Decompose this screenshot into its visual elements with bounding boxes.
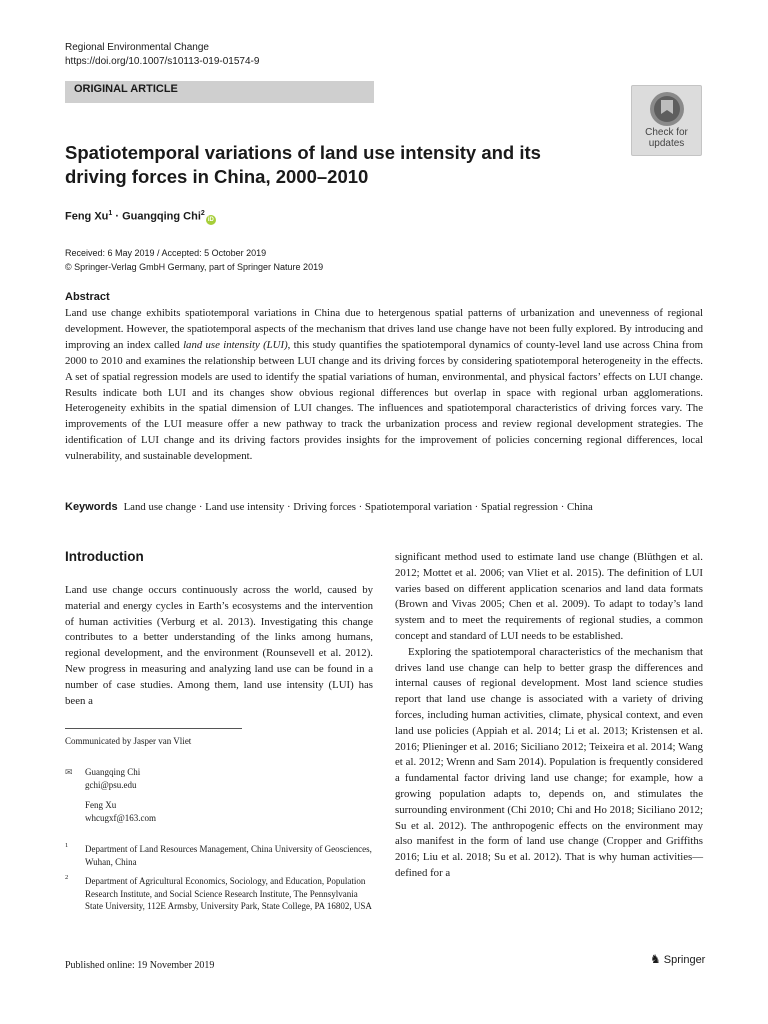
correspondence-block [65,766,156,825]
check-for-updates-button[interactable] [631,85,702,156]
abstract-text-part: , this study quantifies the spatiotemporal dynamics of county-level land use across China from 2000 to 2010 and examines the relationship between LUI change and its driving forces by considering spatiotemporal heterogeneity in the effects. A set of spatial regression models are used to identify the spatial variations of human, environmental, and physical factors’ effects on LUI change. Results indicate both LUI and its changes show obvious regional differences but overlap in space with regional urban agglomerations. Heterogeneity exhibits in the spatial dimension of LUI changes. The influences and spatiotemporal characteristics of driving forces vary. The improvements of the LUI measure offer a new pathway to track the urbanization process and review regional development strategies. The identification of LUI change and its driving factors provides insights for the improvement of policies concerning regional differences, local vulnerability, and sustainable development. [65,338,704,463]
contact-name: Feng Xu [85,800,117,810]
introduction-paragraph: significant method used to estimate land use change (Blüthgen et al. 2012; Mottet et al. 2006; van Vliet et al. 2015). The definition of LUI varies based on different application scenarios and land data formats (Brown and Vivas 2005; Chen et al. 2009). To adapt to today’s land system and to meet the requirements of regional studies, a common concept and standard of LUI needs to be established. [395,551,703,642]
affiliation-2 [65,875,375,913]
journal-name: Regional Environmental Change [65,42,209,53]
article-type-label: ORIGINAL ARTICLE [65,81,374,103]
author-link[interactable]: Guangqing Chi [122,210,201,223]
contact-name: Guangqing Chi [85,767,141,777]
check-updates-icon [649,91,685,127]
check-updates-line1: Check for [645,127,688,138]
author-list [65,207,216,225]
springer-horse-icon: ♞ [650,952,661,966]
orcid-icon[interactable]: iD [207,216,214,223]
author-affiliation-ref: 1 [108,210,113,217]
introduction-heading: Introduction [65,549,144,564]
article-title: Spatiotemporal variations of land use intensity and its driving forces in China, 2000–2010 [65,142,541,187]
abstract-text [65,306,703,465]
affiliation-1 [65,843,375,868]
introduction-right-column [395,550,703,882]
keywords [65,500,705,514]
affiliation-number: 2 [65,874,69,881]
copyright-line: © Springer-Verlag GmbH Germany, part of Springer Nature 2019 [65,262,324,272]
abstract-heading: Abstract [65,291,110,303]
published-online-date: Published online: 19 November 2019 [65,960,215,971]
affiliation-text: Department of Land Resources Management, China University of Geosciences, Wuhan, China [85,844,372,867]
publisher-name: Springer [663,954,706,966]
introduction-paragraph: Exploring the spatiotemporal characteristics of the mechanism that drives land use change can help to better grasp the differences and internal causes of regional development. Most land science studies report that land use change is associated with a variety of driving forces, including human activities, climate, physical context, and even land use policies (Appiah et al. 2014; Li et al. 2013; Kristensen et al. 2016; Plieninger et al. 2016; Siciliano 2012; Teixeira et al. 2014; Wang et al. 2012; Wrenn and Sam 2014). Population is frequently considered a fundamental factor driving land use change; for example, how a growing population adapts to, depends on, and stimulates the surrounding environment (Chi 2010; Chi and Ho 2018; Siciliano 2012; Su et al. 2012). The anthropogenic effects on the environment may also manifest in the form of land use change (Cropper and Griffiths 2016; Liu et al. 2018; Su et al. 2012). That is why human activities—defined for a [395,645,703,879]
doi-link[interactable]: https://doi.org/10.1007/s10113-019-01574-9 [65,56,260,67]
introduction-left-paragraph: Land use change occurs continuously across the world, caused by material and energy cycles in Earth’s ecosystems and the intervention of human activities (Verburg et al. 2013). Investigating this change contributes to a better understanding of the links among humans, regional development, and the environment (Rounsevell et al. 2012). New progress in measuring and analyzing land use can be found in a number of case studies. Among them, land use intensity (LUI) has been a [65,584,373,707]
abstract-text-part: Land use change exhibits spatiotemporal variations in China due to hetergenous spatial patterns of urbanization and unevenness of regional development. However, the spatiotemporal aspects of the mechanism that drives land use change have not been fully explored. By introducing and improving an index called [65,307,703,351]
keywords-label: Keywords [65,501,118,513]
affiliation-number: 1 [65,842,69,849]
envelope-icon: ✉ [65,767,73,777]
publisher-logo [650,952,705,967]
check-updates-line2: updates [648,138,685,149]
communicated-by: Communicated by Jasper van Vliet [65,736,192,746]
contact-email[interactable]: gchi@psu.edu [85,780,137,790]
author-link[interactable]: Feng Xu [65,210,109,223]
received-dates: Received: 6 May 2019 / Accepted: 5 October 2019 [65,248,267,258]
author-separator: · [112,210,123,223]
footnote-divider [65,728,242,729]
contact-email[interactable]: whcugxf@163.com [85,813,157,823]
affiliation-text: Department of Agricultural Economics, Sociology, and Education, Population Research Institute, and Social Science Research Institute, The Pennsylvania State University, 112E Armsby, University Park, State College, PA 16802, USA [85,876,372,911]
keywords-list: Land use change · Land use intensity · Driving forces · Spatiotemporal variation · Spatial regression · China [123,501,593,513]
author-affiliation-ref: 2 [200,210,205,217]
abstract-text-italic: land use intensity (LUI) [183,338,288,351]
